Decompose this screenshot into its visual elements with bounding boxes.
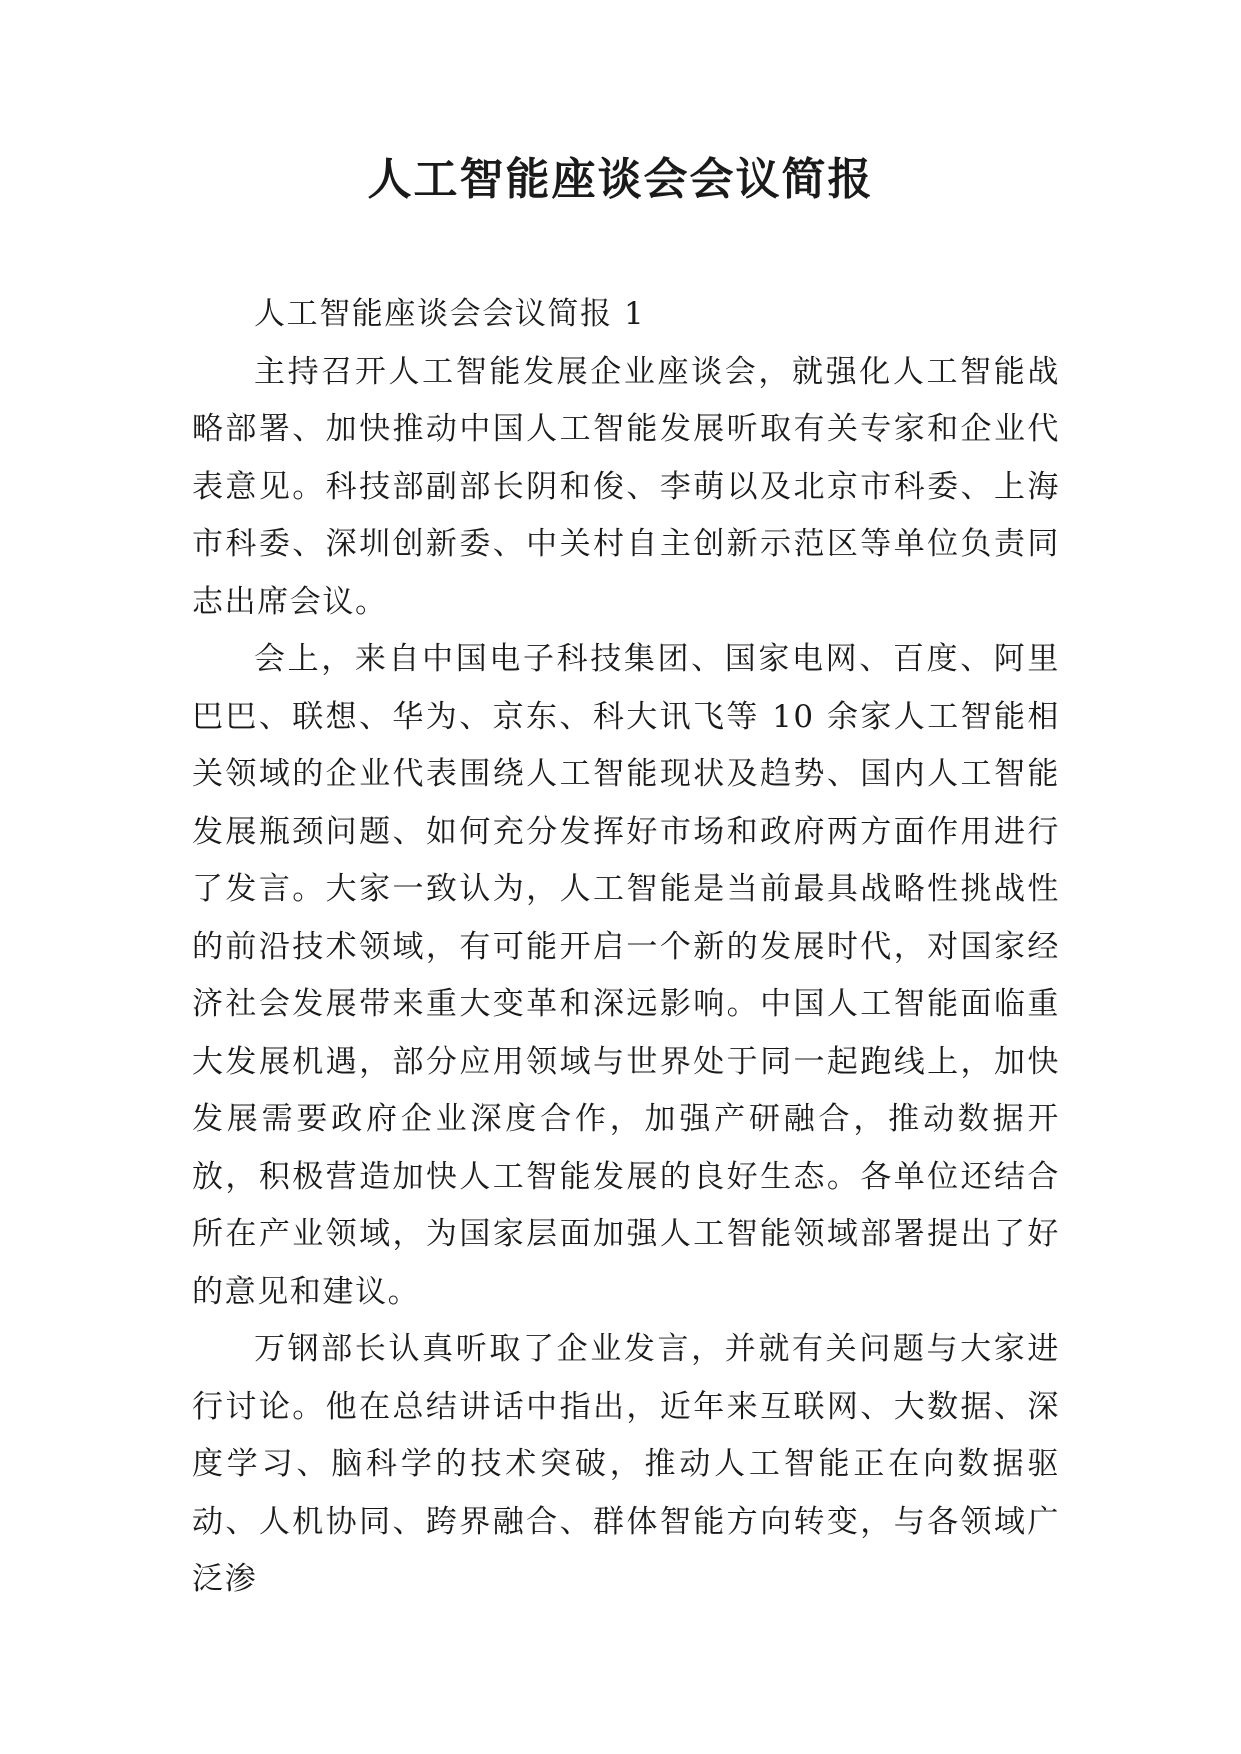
document-title: 人工智能座谈会会议简报: [367, 154, 874, 205]
document-subheading: 人工智能座谈会会议简报 1: [254, 296, 646, 332]
body-paragraph: 会上，来自中国电子科技集团、国家电网、百度、阿里巴巴、联想、华为、京东、科大讯飞等 10 余家人工智能相关领域的企业代表围绕人工智能现状及趋势、国内人工智能发展瓶颈问题、如何充分发挥好市场和政府两方面作用进行了发言。大家一致认为，人工智能是当前最具战略性挑战性的前沿技术领域，有可能开启一个新的发展时代，对国家经济社会发展带来重大变革和深远影响。中国人工智能面临重大发展机遇，部分应用领域与世界处于同一起跑线上，加快发展需要政府企业深度合作，加强产研融合，推动数据开放，积极营造加快人工智能发展的良好生态。各单位还结合所在产业领域，为国家层面加强人工智能领域部署提出了好的意见和建议。: [192, 641, 1060, 1310]
body-paragraph: 万钢部长认真听取了企业发言，并就有关问题与大家进行讨论。他在总结讲话中指出，近年来互联网、大数据、深度学习、脑科学的技术突破，推动人工智能正在向数据驱动、人机协同、跨界融合、群体智能方向转变，与各领域广泛渗: [192, 1331, 1060, 1597]
document-body: [192, 286, 1060, 1609]
body-paragraph: 主持召开人工智能发展企业座谈会，就强化人工智能战略部署、加快推动中国人工智能发展听取有关专家和企业代表意见。科技部副部长阴和俊、李萌以及北京市科委、上海市科委、深圳创新委、中关村自主创新示范区等单位负责同志出席会议。: [192, 353, 1060, 620]
